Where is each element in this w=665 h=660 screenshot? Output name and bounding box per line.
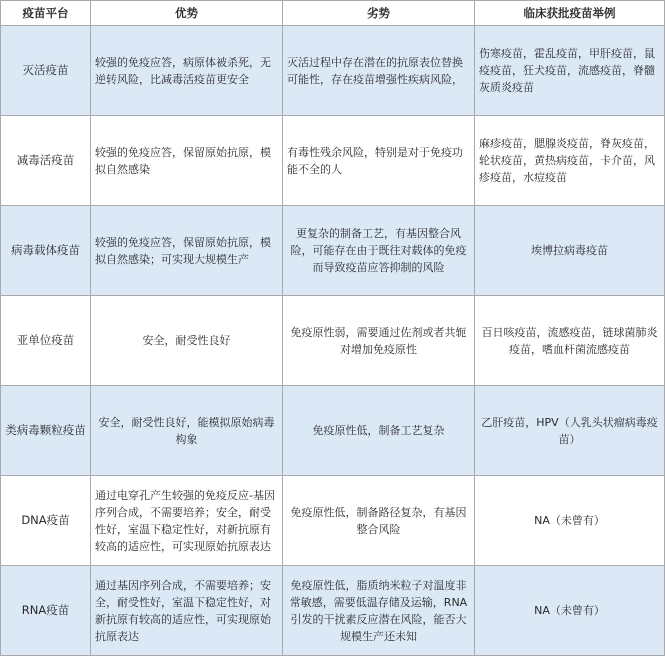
cell-disadvantages: 免疫原性低，脂质纳米粒子对温度非常敏感，需要低温存储及运输，RNA引发的干扰素反应潜在风险，能否大规模生产还未知 <box>283 566 475 656</box>
cell-examples: 乙肝疫苗，HPV（人乳头状瘤病毒疫苗） <box>475 386 665 476</box>
cell-examples: 百日咳疫苗，流感疫苗，链球菌肺炎疫苗，嗜血杆菌流感疫苗 <box>475 296 665 386</box>
cell-advantages: 通过基因序列合成，不需要培养；安全，耐受性好，室温下稳定性好，对新抗原有较高的适应性，可实现原始抗原表达 <box>91 566 283 656</box>
cell-advantages: 较强的免疫应答，病原体被杀死，无逆转风险，比减毒活疫苗更安全 <box>91 26 283 116</box>
cell-examples: NA（未曾有） <box>475 566 665 656</box>
cell-platform: 类病毒颗粒疫苗 <box>1 386 91 476</box>
cell-disadvantages: 免疫原性低，制备工艺复杂 <box>283 386 475 476</box>
cell-advantages: 安全，耐受性良好，能模拟原始病毒构象 <box>91 386 283 476</box>
cell-advantages: 安全，耐受性良好 <box>91 296 283 386</box>
cell-advantages: 较强的免疫应答，保留原始抗原，模拟自然感染；可实现大规模生产 <box>91 206 283 296</box>
header-examples: 临床获批疫苗举例 <box>475 1 665 26</box>
cell-examples: NA（未曾有） <box>475 476 665 566</box>
header-disadvantages: 劣势 <box>283 1 475 26</box>
cell-examples: 伤寒疫苗，霍乱疫苗，甲肝疫苗，鼠疫疫苗，狂犬疫苗，流感疫苗，脊髓灰质炎疫苗 <box>475 26 665 116</box>
cell-disadvantages: 免疫原性低，制备路径复杂，有基因整合风险 <box>283 476 475 566</box>
header-advantages: 优势 <box>91 1 283 26</box>
table-row <box>1 476 665 566</box>
cell-disadvantages: 更复杂的制备工艺，有基因整合风险，可能存在由于既往对载体的免疫而导致疫苗应答抑制的风险 <box>283 206 475 296</box>
cell-platform: RNA疫苗 <box>1 566 91 656</box>
cell-examples: 麻疹疫苗，腮腺炎疫苗，脊灰疫苗，轮状疫苗，黄热病疫苗，卡介苗，风疹疫苗，水痘疫苗 <box>475 116 665 206</box>
header-platform: 疫苗平台 <box>1 1 91 26</box>
table-row <box>1 116 665 206</box>
cell-platform: DNA疫苗 <box>1 476 91 566</box>
table-row <box>1 296 665 386</box>
cell-disadvantages: 灭活过程中存在潜在的抗原表位替换可能性，存在疫苗增强性疾病风险， <box>283 26 475 116</box>
cell-advantages: 较强的免疫应答，保留原始抗原，模拟自然感染 <box>91 116 283 206</box>
header-row <box>1 1 665 26</box>
table-row <box>1 566 665 656</box>
table-row <box>1 386 665 476</box>
table-body <box>1 26 665 656</box>
cell-examples: 埃博拉病毒疫苗 <box>475 206 665 296</box>
cell-platform: 减毒活疫苗 <box>1 116 91 206</box>
table-header <box>1 1 665 26</box>
cell-advantages: 通过电穿孔产生较强的免疫反应-基因序列合成，不需要培养；安全，耐受性好，室温下稳定性好，对新抗原有较高的适应性，可实现原始抗原表达 <box>91 476 283 566</box>
table-row <box>1 206 665 296</box>
cell-platform: 亚单位疫苗 <box>1 296 91 386</box>
cell-platform: 病毒载体疫苗 <box>1 206 91 296</box>
cell-disadvantages: 有毒性残余风险，特别是对于免疫功能不全的人 <box>283 116 475 206</box>
table-row <box>1 26 665 116</box>
cell-disadvantages: 免疫原性弱，需要通过佐剂或者共轭对增加免疫原性 <box>283 296 475 386</box>
cell-platform: 灭活疫苗 <box>1 26 91 116</box>
